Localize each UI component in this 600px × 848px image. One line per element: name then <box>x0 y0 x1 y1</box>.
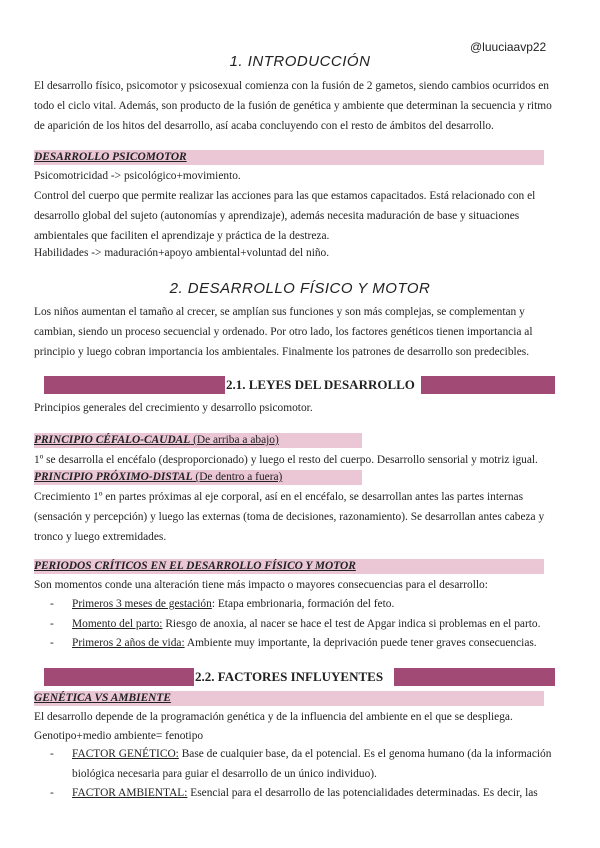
psicomotor-header: DESARROLLO PSICOMOTOR <box>34 151 187 163</box>
list-item <box>50 595 565 615</box>
cefalo-subtitle: (De arriba a abajo) <box>190 434 279 446</box>
item-text: Esencial para el desarrollo de las potencialidades determinadas. Es decir, las <box>187 787 538 799</box>
psicomotor-paragraph: Control del cuerpo que permite realizar las acciones para las que estamos capacitados. Está relacionado con el desarrollo global del sujeto (autonomías y aprendizaje), además necesita maduración de base y situaciones ambientales que faciliten el aprendizaje y práctica de la destreza. <box>34 190 536 242</box>
list-dash: - <box>50 637 54 649</box>
list-item <box>50 634 565 654</box>
list-item <box>50 784 565 804</box>
periodos-header: PERIODOS CRÍTICOS EN EL DESARROLLO FÍSICO Y MOTOR <box>34 560 356 572</box>
factores-list <box>50 745 565 804</box>
list-item <box>50 745 565 784</box>
section-bar-right <box>394 668 555 686</box>
heading-factores-influyentes: 2.2. FACTORES INFLUYENTES <box>195 669 384 684</box>
proximo-title: PRINCIPIO PRÓXIMO-DISTAL <box>34 471 193 483</box>
section-bar-right <box>421 376 555 394</box>
heading-leyes-desarrollo: 2.1. LEYES DEL DESARROLLO <box>226 377 415 392</box>
section-bar-left <box>44 668 194 686</box>
item-term: Momento del parto: <box>72 617 163 630</box>
list-dash: - <box>50 598 54 610</box>
item-term: FACTOR GENÉTICO: <box>72 748 179 760</box>
genetica-paragraph: El desarrollo depende de la programación genética y de la influencia del ambiente en el que se despliega. <box>34 711 513 723</box>
genetica-header: GENÉTICA VS AMBIENTE <box>34 692 171 704</box>
periodos-intro: Son momentos conde una alteración tiene más impacto o mayores consecuencias para el desarrollo: <box>34 579 488 591</box>
list-dash: - <box>50 617 54 630</box>
item-text: Ambiente muy importante, la deprivación puede tener graves consecuencias. <box>184 637 537 649</box>
item-term: Primeros 3 meses de gestación <box>72 598 212 610</box>
proximo-paragraph: Crecimiento 1º en partes próximas al eje corporal, así en el encéfalo, se desarrollan antes las partes internas (sensación y percepción) y luego las externas (toma de decisiones, razonamiento). Se desarrollan antes cabeza y tronco y luego extremidades. <box>34 491 545 543</box>
cefalo-header <box>34 433 279 448</box>
list-item <box>50 615 565 635</box>
item-text: : Etapa embrionaria, formación del feto. <box>211 598 395 610</box>
periodos-list <box>50 595 565 654</box>
item-term: FACTOR AMBIENTAL: <box>72 787 188 799</box>
item-term: Primeros 2 años de vida: <box>72 637 185 649</box>
psicomotor-line-1: Psicomotricidad -> psicológico+movimiento. <box>34 170 241 182</box>
fisico-paragraph: Los niños aumentan el tamaño al crecer, se amplían sus funciones y son más complejas, se complementan y cambian, siendo un proceso secuencial y ordenado. Por otro lado, los factores genéticos tienen importancia al principio y luego cobran importancia los ambientales. Finalmente los patrones de desarrollo son predecibles. <box>34 306 533 358</box>
section-bar-left <box>44 376 225 394</box>
heading-desarrollo-fisico: 2. DESARROLLO FÍSICO Y MOTOR <box>169 280 431 297</box>
author-handle: @luuciaavp22 <box>470 40 547 54</box>
psicomotor-line-3: Habilidades -> maduración+apoyo ambiental+voluntad del niño. <box>34 247 330 259</box>
intro-paragraph: El desarrollo físico, psicomotor y psicosexual comienza con la fusión de 2 gametos, siendo cambios ocurridos en todo el ciclo vital. Además, son producto de la fusión de genética y ambiente que determinan la secuencia y ritmo de aparición de los hitos del desarrollo, así acaba concluyendo con el resto de ámbitos del desarrollo. <box>34 80 552 132</box>
heading-introduccion: 1. INTRODUCCIÓN <box>229 53 371 70</box>
cefalo-paragraph: 1º se desarrolla el encéfalo (desproporcionado) y luego el resto del cuerpo. Desarrollo sensorial y motriz igual. <box>34 454 538 466</box>
proximo-header <box>34 470 282 485</box>
list-dash: - <box>50 748 54 760</box>
list-dash: - <box>50 787 54 799</box>
proximo-subtitle: (De dentro a fuera) <box>192 471 283 483</box>
leyes-intro: Principios generales del crecimiento y desarrollo psicomotor. <box>34 402 313 414</box>
item-text: Base de cualquier base, da el potencial. Es el genoma humano (da la información biológica necesaria para guiar el desarrollo de un único individuo). <box>72 748 552 780</box>
item-text: Riesgo de anoxia, al nacer se hace el test de Apgar indica si problemas en el parto. <box>162 617 541 630</box>
cefalo-title: PRINCIPIO CÉFALO-CAUDAL <box>34 434 191 446</box>
genotipo-line: Genotipo+medio ambiente= fenotipo <box>34 730 204 742</box>
